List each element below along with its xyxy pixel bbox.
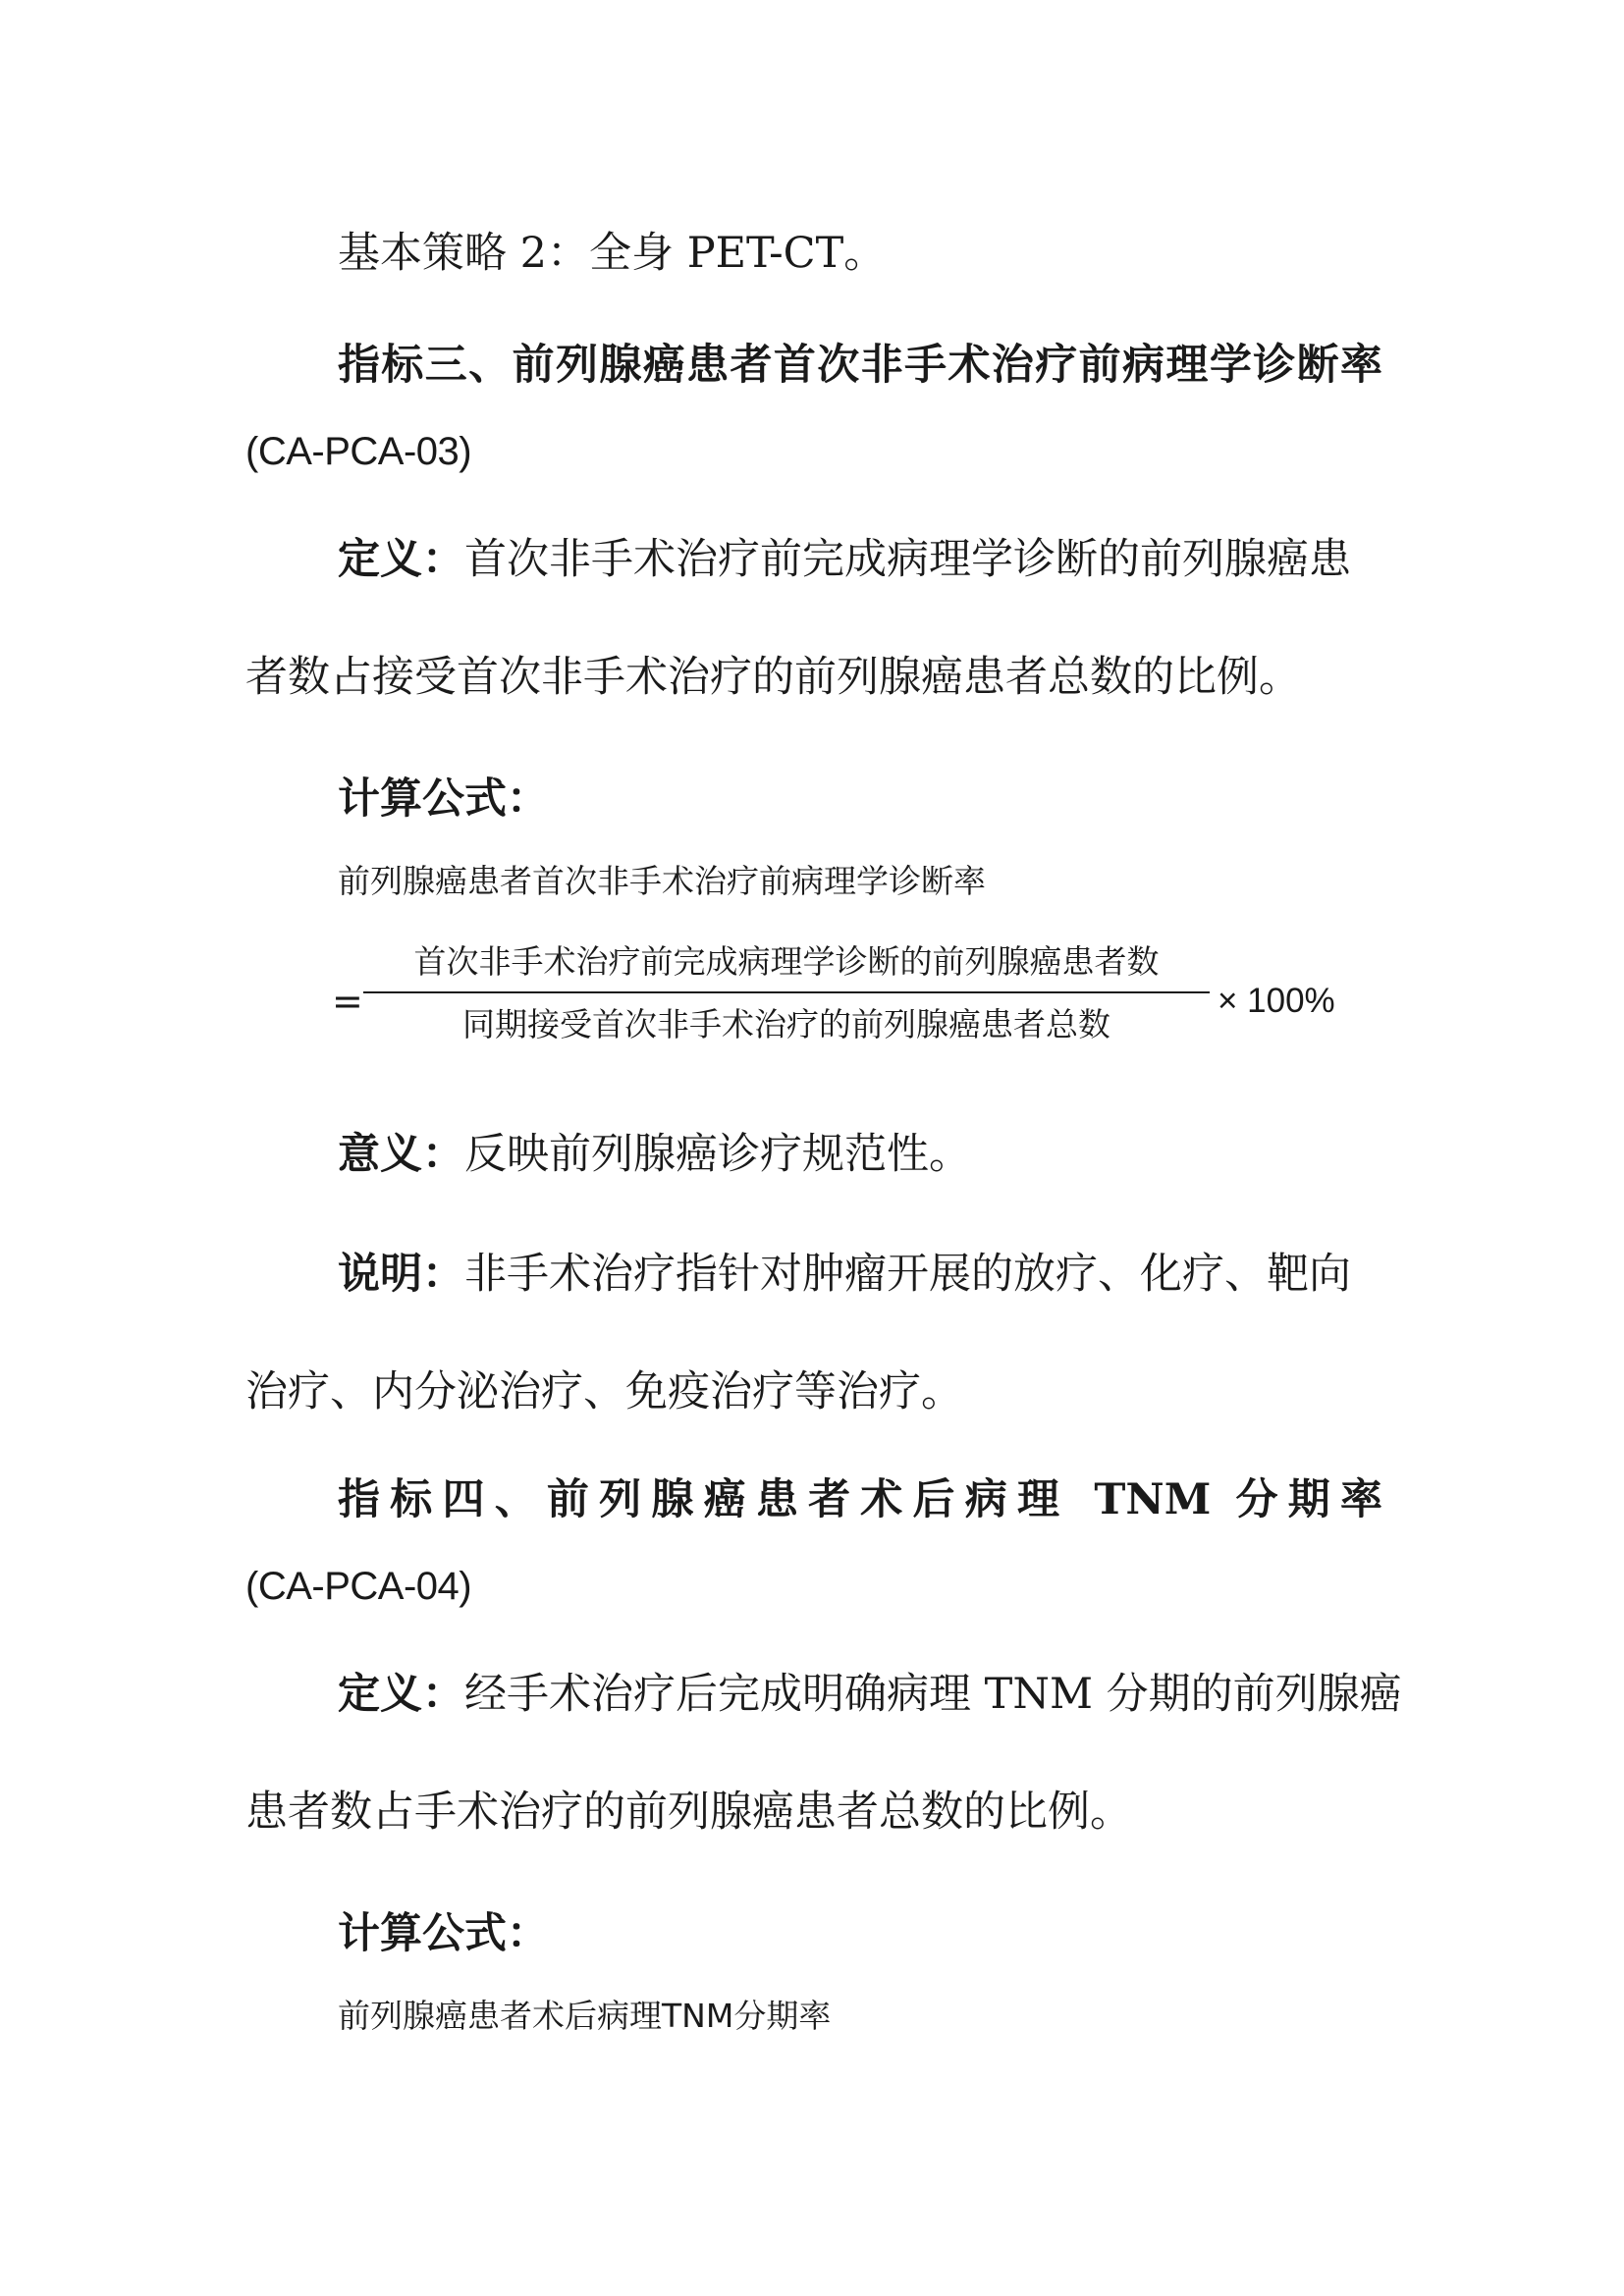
indicator-3-meaning [338,1125,971,1184]
formula-multiplier: × 100% [1218,982,1335,1020]
formula-numerator: 首次非手术治疗前完成病理学诊断的前列腺癌患者数 [413,942,1160,981]
indicator-4-formula-label: 计算公式： [338,1909,549,1958]
indicator-3-note-line2: 治疗、内分泌治疗、免疫治疗等治疗。 [245,1367,963,1416]
indicator-3-formula [332,940,1335,1058]
note-text-line1: 非手术治疗指针对肿瘤开展的放疗、化疗、靶向 [464,1250,1351,1299]
definition-text-line1: 经手术治疗后完成明确病理 TNM 分期的前列腺癌 [464,1670,1402,1719]
definition-label: 定义： [338,535,464,584]
fraction-bar [363,991,1210,993]
indicator-4-code: (CA-PCA-04) [245,1565,472,1608]
indicator-3-definition [338,530,1351,589]
indicator-3-formula-name: 前列腺癌患者首次非手术治疗前病理学诊断率 [338,862,986,900]
formula-fraction [363,940,1210,1046]
meaning-text: 反映前列腺癌诊疗规范性。 [464,1130,971,1179]
indicator-4-definition-line2: 患者数占手术治疗的前列腺癌患者总数的比例。 [245,1788,1132,1837]
definition-label: 定义： [338,1670,464,1719]
formula-denominator: 同期接受首次非手术治疗的前列腺癌患者总数 [462,1005,1110,1043]
note-label: 说明： [338,1250,464,1299]
indicator-4-formula-name: 前列腺癌患者术后病理TNM分期率 [338,1997,832,2035]
indicator-3-note [338,1245,1351,1304]
strategy-2-text: 基本策略 2：全身 PET-CT。 [338,229,887,278]
indicator-3-title: 指标三、前列腺癌患者首次非手术治疗前病理学诊断率 [338,341,1382,390]
indicator-3-definition-line2: 者数占接受首次非手术治疗的前列腺癌患者总数的比例。 [245,653,1301,702]
meaning-label: 意义： [338,1130,464,1179]
formula-equals: = [332,980,363,1023]
definition-text-line1: 首次非手术治疗前完成病理学诊断的前列腺癌患 [464,535,1351,584]
indicator-4-title: 指标四、前列腺癌患者术后病理 TNM 分期率 [338,1475,1382,1524]
indicator-4-definition [338,1665,1402,1724]
indicator-3-formula-label: 计算公式： [338,774,549,824]
indicator-3-code: (CA-PCA-03) [245,430,472,473]
